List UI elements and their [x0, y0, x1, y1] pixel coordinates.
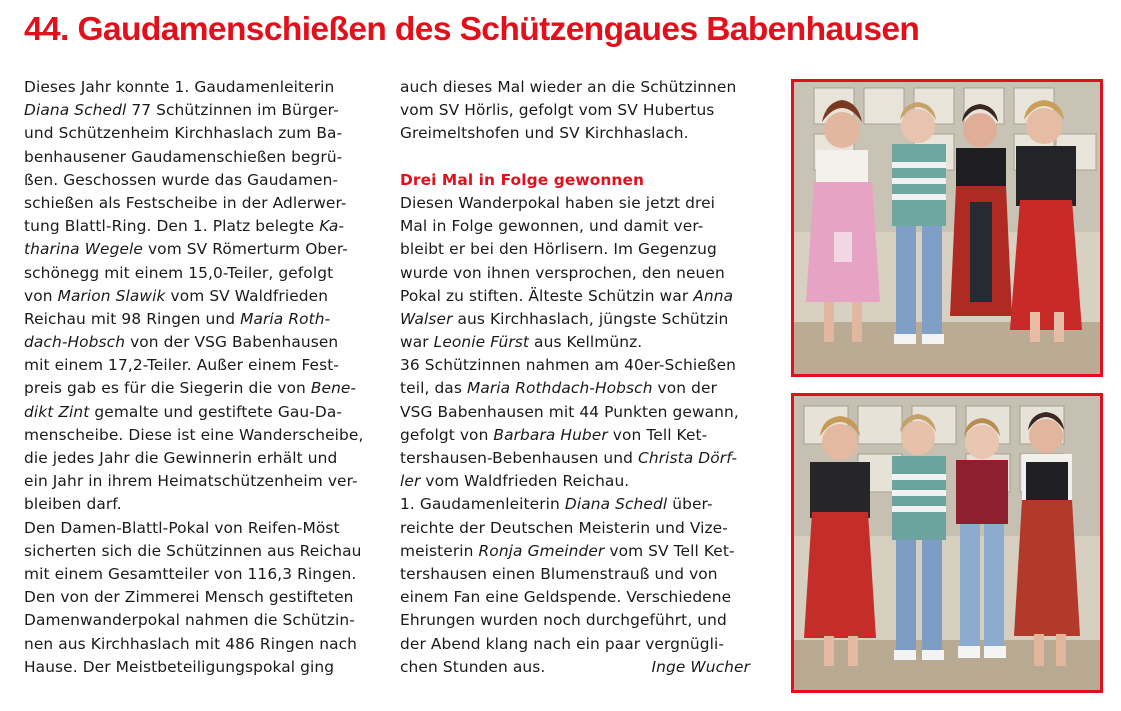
text-line	[400, 331, 756, 354]
text-segment: und Schützenheim Kirchhaslach zum Ba-	[24, 124, 343, 143]
text-segment: mit einem Gesamtteiler von 116,3 Ringen.	[24, 564, 357, 583]
text-line	[24, 424, 376, 447]
column-2-main-text	[400, 192, 756, 679]
text-line	[400, 308, 756, 331]
article-subheading: Drei Mal in Folge gewonnen	[400, 170, 645, 189]
emphasized-name: dach-Hobsch	[24, 333, 126, 352]
photo-award-group-1	[791, 79, 1103, 377]
text-line	[24, 238, 376, 261]
text-line	[400, 192, 756, 215]
text-line	[400, 99, 756, 122]
emphasized-name: Maria Roth-	[240, 309, 331, 328]
text-segment: Hause. Der Meistbeteiligungspokal ging	[24, 657, 335, 676]
text-line	[400, 633, 756, 656]
article-title: 44. Gaudamenschießen des Schützengaues Babenhausen	[24, 11, 920, 48]
text-segment: Den Damen-Blattl-Pokal von Reifen-Möst	[24, 518, 340, 537]
text-segment: tershausen-Bebenhausen und	[400, 449, 639, 468]
text-line	[24, 146, 376, 169]
text-segment: tershausen einen Blumenstrauß und von	[400, 564, 718, 583]
text-line	[24, 215, 376, 238]
paragraph-gap	[400, 146, 756, 169]
text-segment: Ehrungen wurden noch durchgeführt, und	[400, 611, 727, 630]
emphasized-name: ler	[400, 472, 421, 491]
text-line	[24, 563, 376, 586]
text-segment: von	[24, 286, 58, 305]
text-segment: vom SV Römerturm Ober-	[142, 240, 348, 259]
text-line	[24, 354, 376, 377]
text-segment: nen aus Kirchhaslach mit 486 Ringen nach	[24, 634, 358, 653]
text-segment: 77 Schützinnen im Bürger-	[126, 101, 339, 120]
article-column-1	[24, 76, 376, 679]
text-segment: einem Fan eine Geldspende. Verschiedene	[400, 588, 732, 607]
text-line	[24, 609, 376, 632]
emphasized-name: Diana Schedl	[564, 495, 668, 514]
emphasized-name: Ka-	[319, 217, 345, 236]
text-segment: gemalte und gestiftete Gau-Da-	[89, 402, 343, 421]
text-line	[24, 401, 376, 424]
text-line	[400, 493, 756, 516]
text-line	[400, 401, 756, 424]
text-line	[24, 122, 376, 145]
text-segment: von der	[652, 379, 717, 398]
emphasized-name: Ronja Gmeinder	[478, 541, 605, 560]
text-line	[400, 122, 756, 145]
text-line	[24, 517, 376, 540]
text-segment: gefolgt von	[400, 425, 494, 444]
text-segment: vom SV Tell Ket-	[604, 541, 735, 560]
text-segment: aus Kirchhaslach, jüngste Schützin	[452, 309, 729, 328]
text-line	[400, 377, 756, 400]
article-author: Inge Wucher	[651, 657, 750, 676]
text-line	[24, 447, 376, 470]
text-segment: bleiben darf.	[24, 495, 122, 514]
emphasized-name: Bene-	[310, 379, 357, 398]
text-segment: vom SV Waldfrieden	[165, 286, 329, 305]
text-segment: Pokal zu stiften. Älteste Schützin war	[400, 286, 694, 305]
text-line	[400, 540, 756, 563]
text-line	[24, 331, 376, 354]
text-segment: tung Blattl-Ring. Den 1. Platz belegte	[24, 217, 320, 236]
text-line	[400, 517, 756, 540]
text-line	[24, 377, 376, 400]
text-line	[24, 633, 376, 656]
text-segment: Dieses Jahr konnte 1. Gaudamenleiterin	[24, 78, 335, 96]
text-segment: von Tell Ket-	[607, 425, 708, 444]
text-segment: Greimeltshofen und SV Kirchhaslach.	[400, 124, 689, 143]
text-segment: von der VSG Babenhausen	[125, 333, 339, 352]
photo-award-group-2	[791, 393, 1103, 693]
text-segment: auch dieses Mal wieder an die Schützinnen	[400, 78, 737, 96]
text-line	[400, 609, 756, 632]
text-segment: der Abend klang nach ein paar vergnügli-	[400, 634, 725, 653]
text-line	[400, 354, 756, 377]
text-line	[400, 76, 756, 99]
text-segment: Den von der Zimmerei Mensch gestifteten	[24, 588, 354, 607]
text-line	[24, 540, 376, 563]
text-line	[400, 586, 756, 609]
text-line	[400, 215, 756, 238]
text-segment: teil, das	[400, 379, 467, 398]
text-segment: über-	[667, 495, 713, 514]
text-segment: benhausener Gaudamenschießen begrü-	[24, 147, 343, 166]
emphasized-name: tharina Wegele	[24, 240, 143, 259]
text-segment: Reichau mit 98 Ringen und	[24, 309, 241, 328]
text-line	[400, 563, 756, 586]
text-segment: vom SV Hörlis, gefolgt vom SV Hubertus	[400, 101, 715, 120]
text-segment: schönegg mit einem 15,0-Teiler, gefolgt	[24, 263, 334, 282]
text-line	[24, 656, 376, 679]
text-line	[400, 470, 756, 493]
text-segment: ßen. Geschossen wurde das Gaudamen-	[24, 170, 339, 189]
text-line	[24, 262, 376, 285]
text-segment: menscheibe. Diese ist eine Wanderscheibe,	[24, 425, 364, 444]
photo-2-image	[794, 396, 1100, 690]
text-segment: ein Jahr in ihrem Heimatschützenheim ver-	[24, 472, 358, 491]
emphasized-name: Maria Rothdach-Hobsch	[466, 379, 653, 398]
text-line	[24, 192, 376, 215]
text-line	[24, 99, 376, 122]
photo-1-image	[794, 82, 1100, 374]
emphasized-name: Leonie Fürst	[433, 333, 530, 352]
text-segment: 36 Schützinnen nahmen am 40er-Schießen	[400, 356, 736, 375]
emphasized-name: Anna	[693, 286, 734, 305]
text-segment: bleibt er bei den Hörlisern. Im Gegenzug	[400, 240, 717, 259]
text-segment: chen Stunden aus.	[400, 657, 546, 676]
text-line	[24, 586, 376, 609]
text-segment: preis gab es für die Siegerin die von	[24, 379, 311, 398]
emphasized-name: Barbara Huber	[493, 425, 608, 444]
column-2-intro-text	[400, 76, 756, 146]
text-segment: 1. Gaudamenleiterin	[400, 495, 565, 514]
text-line	[400, 424, 756, 447]
text-line	[24, 285, 376, 308]
text-segment: die jedes Jahr die Gewinnerin erhält und	[24, 449, 338, 467]
text-segment: Diesen Wanderpokal haben sie jetzt drei	[400, 193, 716, 212]
emphasized-name: Walser	[400, 309, 453, 328]
emphasized-name: Marion Slawik	[57, 286, 166, 305]
text-segment: wurde von ihnen versprochen, den neuen	[400, 263, 725, 282]
text-line	[24, 470, 376, 493]
text-segment: sicherten sich die Schützinnen aus Reichau	[24, 541, 362, 560]
text-segment: Damenwanderpokal nahmen die Schützin-	[24, 611, 355, 630]
text-segment: aus Kellmünz.	[529, 333, 643, 352]
text-segment: reichte der Deutschen Meisterin und Vize-	[400, 518, 728, 537]
text-line	[400, 447, 756, 470]
text-segment: mit einem 17,2-Teiler. Außer einem Fest-	[24, 356, 340, 375]
text-line	[24, 169, 376, 192]
text-line	[24, 76, 376, 99]
emphasized-name: Christa Dörf-	[638, 449, 738, 468]
emphasized-name: dikt Zint	[24, 402, 90, 421]
text-line	[400, 656, 756, 679]
text-line	[400, 285, 756, 308]
emphasized-name: Diana Schedl	[24, 101, 127, 120]
text-segment: Mal in Folge gewonnen, und damit ver-	[400, 217, 704, 236]
text-segment: VSG Babenhausen mit 44 Punkten gewann,	[400, 402, 739, 421]
text-line	[400, 238, 756, 261]
text-segment: war	[400, 333, 434, 352]
text-line	[400, 262, 756, 285]
text-line	[24, 308, 376, 331]
text-segment: vom Waldfrieden Reichau.	[420, 472, 630, 491]
text-segment: meisterin	[400, 541, 479, 560]
article-column-2	[400, 76, 756, 679]
text-line	[24, 493, 376, 516]
text-segment: schießen als Festscheibe in der Adlerwer-	[24, 193, 347, 212]
